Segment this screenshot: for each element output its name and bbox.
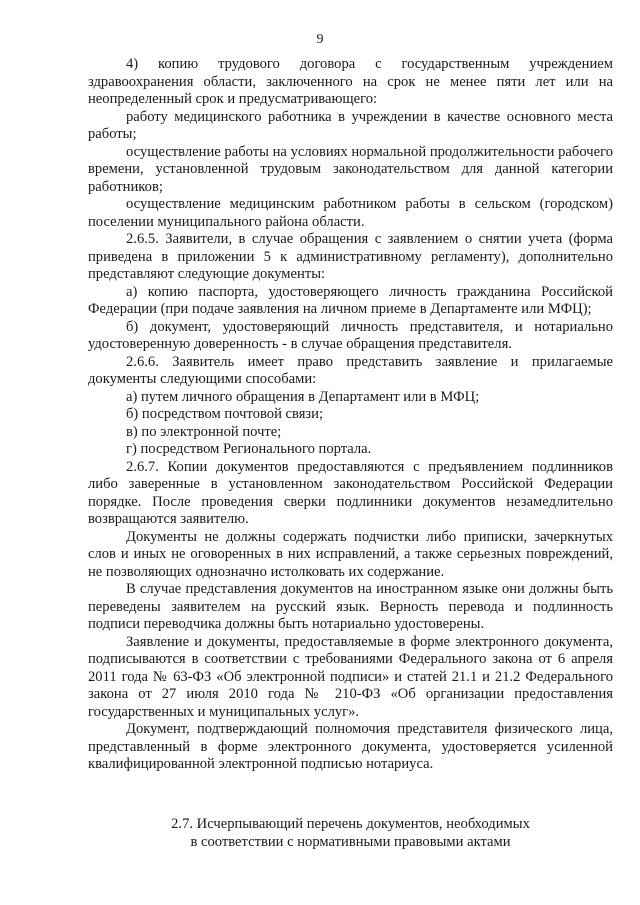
paragraph-passport-copy: а) копию паспорта, удостоверяющего личность гражданина Российской Федерации (при подаче заявления на личном приеме в Департаменте или МФЦ); [88, 283, 613, 317]
paragraph-representative-doc: б) документ, удостоверяющий личность представителя, и нотариально удостоверенную доверенность - в случае обращения представителя. [88, 318, 613, 352]
list-item-personal-visit: а) путем личного обращения в Департамент или в МФЦ; [126, 388, 480, 405]
section-heading-line-2: в соответствии с нормативными правовыми актами [190, 833, 511, 850]
paragraph-2-6-7: 2.6.7. Копии документов предоставляются с предъявлением подлинников либо заверенные в установленном законодательством Российской Федерации порядке. После проведения сверки подлинники документов незамедлительно возвращаются заявителю. [88, 458, 613, 527]
list-item-postal: б) посредством почтовой связи; [126, 406, 324, 422]
paragraph-contract-copy: 4) копию трудового договора с государственным учреждением здравоохранения области, заключенного на срок не менее пяти лет или на неопределенный срок и предусматривающего: [88, 56, 613, 107]
paragraph-normal-hours: осуществление работы на условиях нормальной продолжительности рабочего времени, установленной трудовым законодательством для данной категории работников; [88, 143, 613, 195]
list-item-regional-portal: г) посредством Регионального портала. [126, 441, 372, 457]
section-heading-line-1: 2.7. Исчерпывающий перечень документов, необходимых [171, 816, 530, 832]
document-body [88, 56, 613, 774]
section-heading [88, 816, 613, 851]
paragraph-main-workplace: работу медицинского работника в учреждении в качестве основного места работы; [88, 108, 613, 142]
paragraph-2-6-6: 2.6.6. Заявитель имеет право представить заявление и прилагаемые документы следующими способами: [88, 353, 613, 387]
paragraph-electronic-signature: Заявление и документы, предоставляемые в форме электронного документа, подписываются в соответствии с требованиями Федерального закона от 6 апреля 2011 года № 63-ФЗ «Об электронной подписи» и статей 21.1 и 21.2 Федерального закона от 27 июля 2010 года № 210-ФЗ «Об организации предоставления государственных и муниципальных услуг». [88, 633, 613, 720]
paragraph-foreign-language: В случае представления документов на иностранном языке они должны быть переведены заявителем на русский язык. Верность перевода и подлинность подписи переводчика должны быть нотариально удостоверены. [88, 581, 613, 632]
paragraph-2-6-5: 2.6.5. Заявители, в случае обращения с заявлением о снятии учета (форма приведена в приложении 5 к административному регламенту), дополнительно представляют следующие документы: [88, 231, 613, 282]
page-number: 9 [316, 32, 324, 47]
paragraph-representative-authority: Документ, подтверждающий полномочия представителя физического лица, представленный в форме электронного документа, удостоверяется усиленной квалифицированной электронной подписью нотариуса. [88, 721, 613, 772]
paragraph-no-erasures: Документы не должны содержать подчистки либо приписки, зачеркнутых слов и иных не оговоренных в них исправлений, а также серьезных повреждений, не позволяющих однозначно истолковать их содержание. [88, 528, 613, 580]
list-item-email: в) по электронной почте; [126, 423, 282, 440]
paragraph-rural-settlement: осуществление медицинским работником работы в сельском (городском) поселении муниципального района области. [88, 196, 613, 230]
